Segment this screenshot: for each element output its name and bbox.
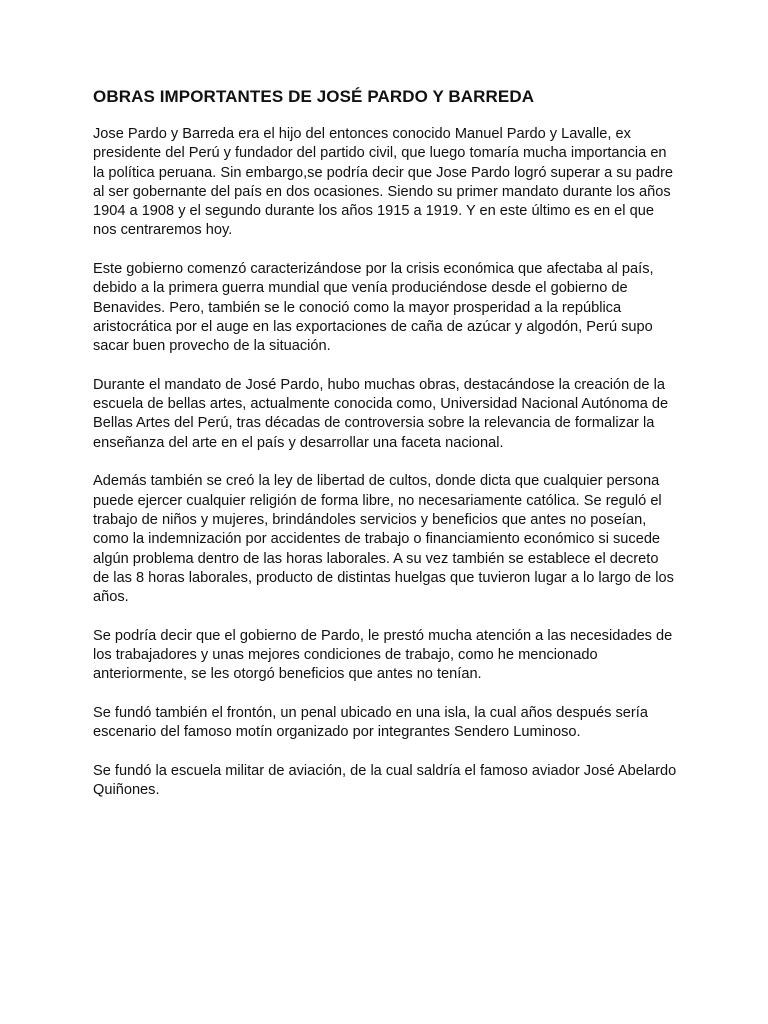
paragraph-5: Se podría decir que el gobierno de Pardo, le prestó mucha atención a las necesidades de los trabajadores y unas mejores condiciones de trabajo, como he mencionado anteriormente, se les otorgó beneficios que antes no tenían.	[93, 627, 673, 683]
paragraph-6: Se fundó también el frontón, un penal ubicado en una isla, la cual años después sería escenario del famoso motín organizado por integrantes Sendero Luminoso.	[93, 704, 648, 741]
document-title: OBRAS IMPORTANTES DE JOSÉ PARDO Y BARREDA	[93, 87, 535, 106]
paragraph-7: Se fundó la escuela militar de aviación, de la cual saldría el famoso aviador José Abelardo Quiñones.	[93, 762, 677, 799]
paragraph-1: Jose Pardo y Barreda era el hijo del entonces conocido Manuel Pardo y Lavalle, ex presidente del Perú y fundador del partido civil, que luego tomaría mucha importancia en la política peruana. Sin embargo,se podría decir que Jose Pardo logró superar a su padre al ser gobernante del país en dos ocasiones. Siendo su primer mandato durante los años 1904 a 1908 y el segundo durante los años 1915 a 1919. Y en este último es en el que nos centraremos hoy.	[93, 126, 674, 239]
paragraph-4: Además también se creó la ley de libertad de cultos, donde dicta que cualquier persona puede ejercer cualquier religión de forma libre, no necesariamente católica. Se reguló el trabajo de niños y mujeres, brindándoles servicios y beneficios que antes no poseían, como la indemnización por accidentes de trabajo o financiamiento económico si sucede algún problema dentro de las horas laborales. A su vez también se establece el decreto de las 8 horas laborales, producto de distintas huelgas que tuvieron lugar a lo largo de los años.	[93, 473, 674, 606]
document-body	[93, 86, 678, 820]
paragraph-2: Este gobierno comenzó caracterizándose por la crisis económica que afectaba al país, debido a la primera guerra mundial que venía produciéndose desde el gobierno de Benavides. Pero, también se le conoció como la mayor prosperidad a la república aristocrática por el auge en las exportaciones de caña de azúcar y algodón, Perú supo sacar buen provecho de la situación.	[93, 261, 654, 355]
paragraph-3: Durante el mandato de José Pardo, hubo muchas obras, destacándose la creación de la escuela de bellas artes, actualmente conocida como, Universidad Nacional Autónoma de Bellas Artes del Perú, tras décadas de controversia sobre la relevancia de formalizar la enseñanza del arte en el país y desarrollar una faceta nacional.	[93, 376, 669, 451]
